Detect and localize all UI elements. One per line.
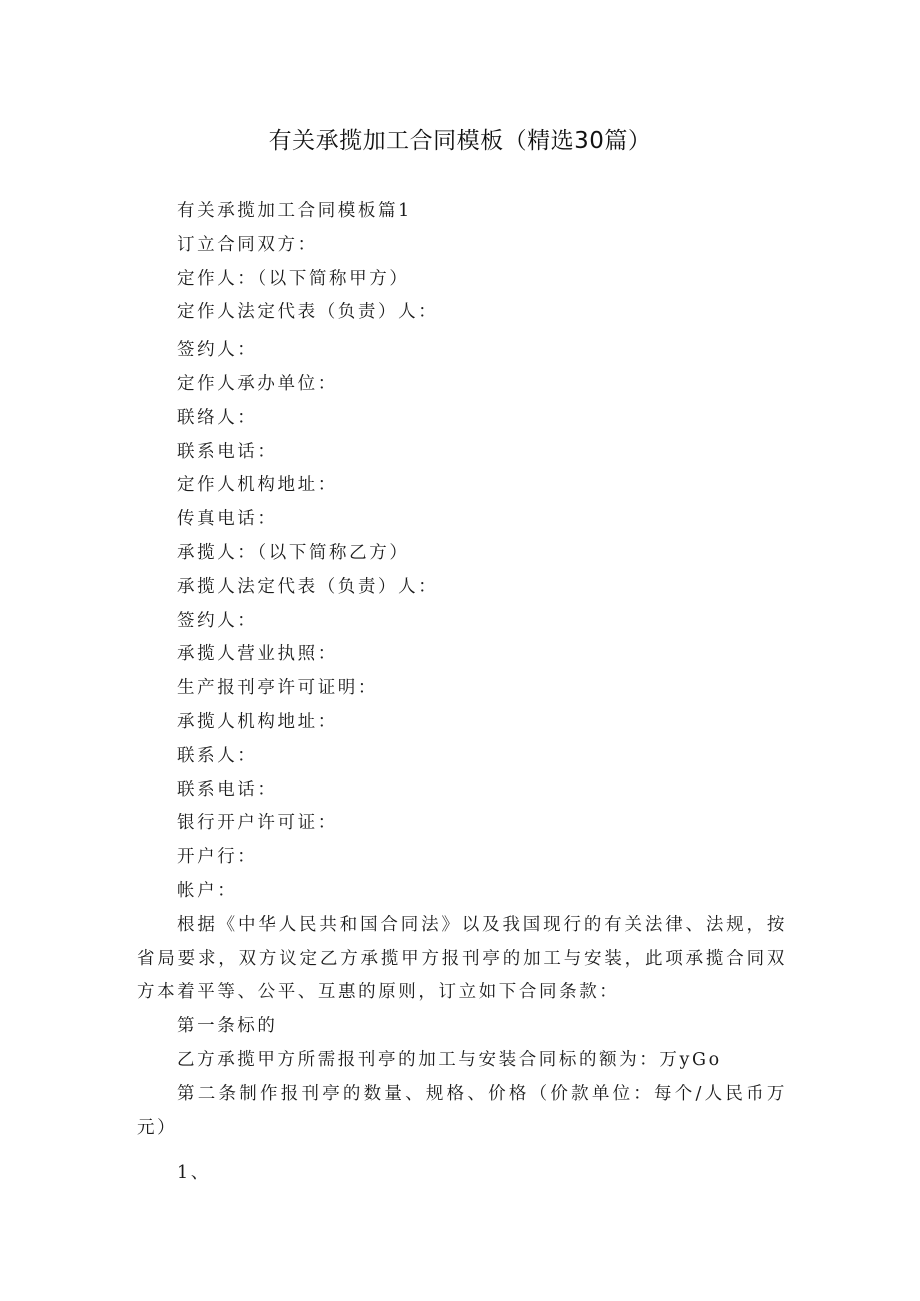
text-line: 承揽人营业执照： xyxy=(177,644,338,665)
text-line: 开户行： xyxy=(177,847,258,868)
clause-paragraph: 第二条制作报刊亭的数量、规格、价格（价款单位：每个/人民币万元） xyxy=(137,1083,787,1138)
text-line: 定作人：（以下简称甲方） xyxy=(177,268,410,289)
document-title: 有关承揽加工合同模板（精选30篇） xyxy=(268,128,652,154)
text-line: 帐户： xyxy=(177,880,238,901)
clause-text: 乙方承揽甲方所需报刊亭的加工与安装合同标的额为：万yGo xyxy=(177,1049,722,1070)
list-item-number: 1、 xyxy=(177,1163,211,1184)
text-line: 生产报刊亭许可证明： xyxy=(177,678,378,699)
text-line: 签约人： xyxy=(177,610,258,631)
text-line: 传真电话： xyxy=(177,509,278,530)
text-line: 承揽人机构地址： xyxy=(177,711,338,732)
text-line: 承揽人法定代表（负责）人： xyxy=(177,576,439,597)
text-line: 银行开户许可证： xyxy=(177,813,338,834)
text-line: 定作人机构地址： xyxy=(177,475,338,496)
clause-heading: 第一条标的 xyxy=(177,1016,278,1037)
text-line: 联系电话： xyxy=(177,779,278,800)
basis-paragraph: 根据《中华人民共和国合同法》以及我国现行的有关法律、法规，按省局要求，双方议定乙方承揽甲方报刊亭的加工与安装，此项承揽合同双方本着平等、公平、互惠的原则，订立如下合同条款： xyxy=(137,914,787,1003)
text-line: 签约人： xyxy=(177,340,258,361)
text-line: 订立合同双方： xyxy=(177,234,318,255)
text-line: 定作人承办单位： xyxy=(177,373,338,394)
text-line: 定作人法定代表（负责）人： xyxy=(177,302,439,323)
section-heading: 有关承揽加工合同模板篇1 xyxy=(177,201,412,221)
text-line: 联系人： xyxy=(177,745,258,766)
text-line: 联络人： xyxy=(177,407,258,428)
text-line: 承揽人：（以下简称乙方） xyxy=(177,542,410,563)
text-line: 联系电话： xyxy=(177,441,278,462)
document-body xyxy=(137,195,787,1191)
